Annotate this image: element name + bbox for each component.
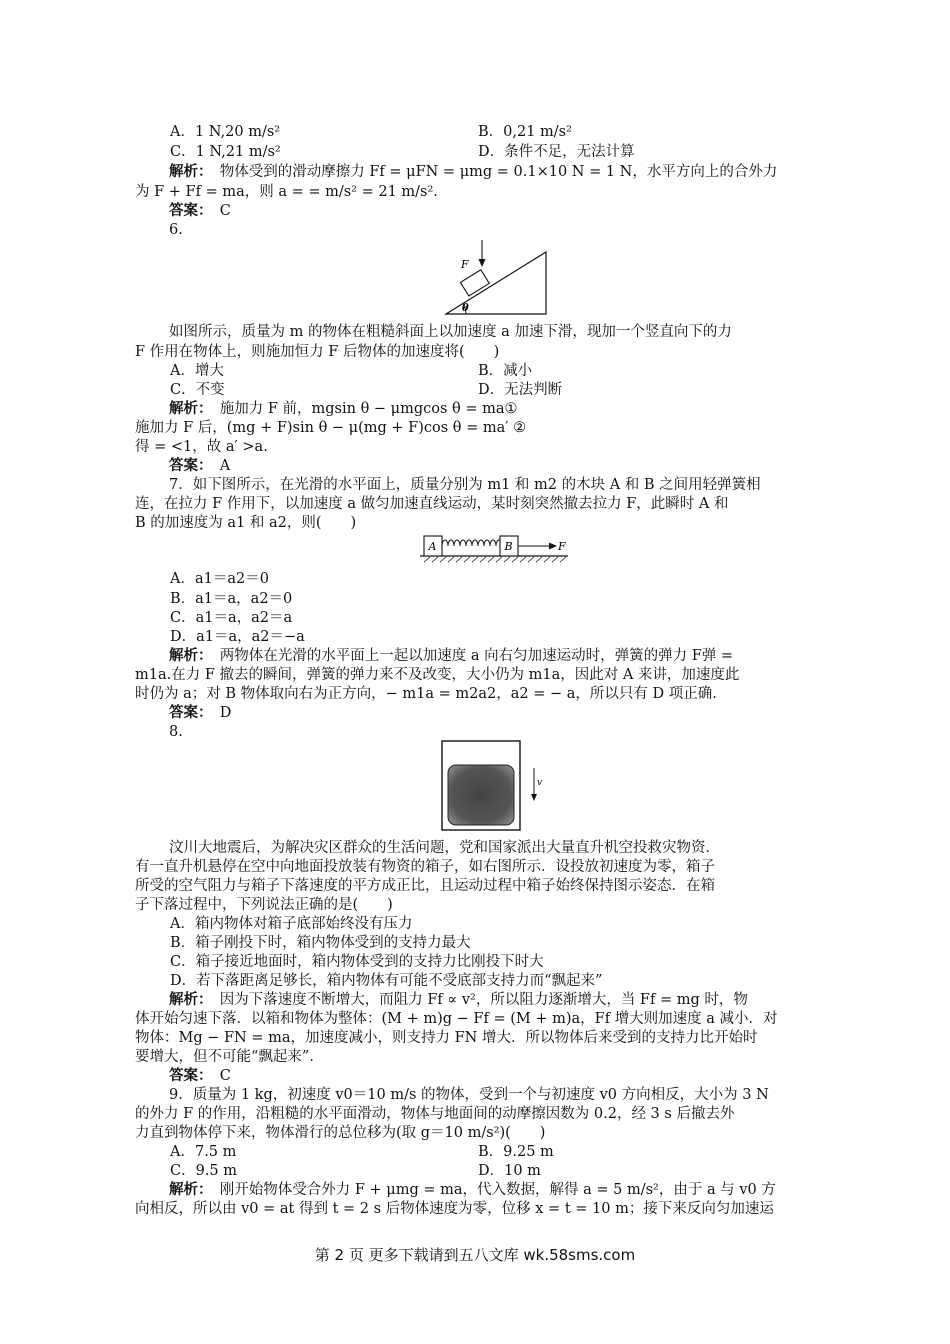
q8-option-d: D．若下落距离足够长，箱内物体有可能不受底部支持力而“飘起来” — [170, 973, 603, 989]
q7-analysis-line-3: 时仍为 a；对 B 物体取向右为正方向，− m1a = m2a2，a2 = − a，所以只有 D 项正确. — [135, 686, 717, 702]
q6-option-c: C．不变 — [170, 382, 225, 398]
q5-analysis-line-1: 解析： 物体受到的滑动摩擦力 Ff = μFN = μmg = 0.1×10 N = 1 N，水平方向上的合外力 — [169, 163, 778, 180]
q7-block-b-label: B — [504, 540, 513, 553]
q6-option-a: A．增大 — [170, 363, 224, 379]
q7-stem-line-3: B 的加速度为 a1 和 a2，则( ) — [135, 515, 357, 531]
q6-option-d: D．无法判断 — [478, 382, 563, 398]
q8-stem-line-3: 所受的空气阻力与箱子下落速度的平方成正比，且运动过程中箱子始终保持图示姿态．在箱 — [135, 878, 715, 894]
q7-option-b: B．a1＝a，a2＝0 — [170, 591, 293, 607]
q6-force-label: F — [461, 258, 469, 271]
q7-stem-line-1: 7．如下图所示，在光滑的水平面上，质量分别为 m1 和 m2 的木块 A 和 B 之间用轻弹簧相 — [169, 477, 761, 493]
q6-analysis-line-1: 解析： 施加力 F 前，mgsin θ − μmgcos θ = ma① — [169, 400, 518, 417]
q8-option-a: A．箱内物体对箱子底部始终没有压力 — [170, 916, 413, 932]
q7-block-a-label: A — [428, 540, 437, 553]
q6-stem-line-2: F 作用在物体上，则施加恒力 F 后物体的加速度将( ) — [135, 344, 500, 360]
q5-option-a: A．1 N,20 m/s² — [170, 124, 281, 140]
q9-stem-line-3: 力直到物体停下来，物体滑行的总位移为(取 g＝10 m/s²)( ) — [135, 1125, 546, 1141]
q8-analysis-line-1: 解析： 因为下落速度不断增大，而阻力 Ff ∝ v²，所以阻力逐渐增大，当 Ff = mg 时，物 — [169, 991, 748, 1008]
q8-answer: 答案： C — [169, 1067, 231, 1084]
q5-analysis-line-2: 为 F + Ff = ma，则 a = = m/s² = 21 m/s². — [135, 184, 438, 200]
q9-analysis-line-2: 向相反，所以由 v0 = at 得到 t = 2 s 后物体速度为零，位移 x = t = 10 m；接下来反向匀加速运 — [135, 1201, 774, 1217]
q6-stem-line-1: 如图所示，质量为 m 的物体在粗糙斜面上以加速度 a 加速下滑，现加一个竖直向下的力 — [169, 324, 732, 340]
q6-option-b: B．减小 — [478, 363, 533, 379]
q5-answer: 答案： C — [169, 202, 231, 219]
page-footer: 第 2 页 更多下载请到五八文库 wk.58sms.com — [314, 1246, 636, 1264]
q8-analysis-line-3: 物体：Mg − FN = ma，加速度减小，则支持力 FN 增大．所以物体后来受到的支持力比开始时 — [135, 1030, 758, 1046]
q9-option-a: A．7.5 m — [170, 1144, 237, 1160]
q5-option-d: D．条件不足，无法计算 — [478, 144, 635, 160]
q8-option-b: B．箱子刚投下时，箱内物体受到的支持力最大 — [170, 935, 471, 951]
q7-answer: 答案： D — [169, 704, 232, 721]
q8-box-figure — [440, 740, 552, 832]
q8-number: 8. — [169, 724, 183, 740]
q7-analysis-line-1: 解析： 两物体在光滑的水平面上一起以加速度 a 向右匀加速运动时，弹簧的弹力 F弹 = — [169, 647, 734, 664]
q9-stem-line-2: 的外力 F 的作用，沿粗糙的水平面滑动，物体与地面间的动摩擦因数为 0.2，经 3 s 后撤去外 — [135, 1106, 735, 1122]
q9-option-d: D．10 m — [478, 1163, 541, 1179]
q6-number: 6. — [169, 222, 183, 238]
q7-stem-line-2: 连，在拉力 F 作用下，以加速度 a 做匀加速直线运动，某时刻突然撤去拉力 F，此瞬时 A 和 — [135, 496, 729, 512]
q8-analysis-line-4: 要增大，但不可能“飘起来”． — [135, 1049, 324, 1065]
q7-analysis-line-2: m1a.在力 F 撤去的瞬间，弹簧的弹力来不及改变，大小仍为 m1a，因此对 A 来讲，加速度此 — [135, 667, 740, 683]
q9-stem-line-1: 9．质量为 1 kg，初速度 v0＝10 m/s 的物体，受到一个与初速度 v0 方向相反，大小为 3 N — [169, 1087, 769, 1103]
q6-analysis-line-3: 得 = <1，故 a′ >a. — [135, 439, 268, 455]
q6-angle-label: θ — [462, 303, 469, 314]
q7-option-d: D．a1＝a，a2＝−a — [170, 629, 305, 645]
q8-analysis-line-2: 体开始匀速下落．以箱和物体为整体：(M + m)g − Ff = (M + m)a，Ff 增大则加速度 a 减小．对 — [135, 1011, 778, 1027]
q8-stem-line-2: 有一直升机悬停在空中向地面投放装有物资的箱子，如右图所示．设投放初速度为零，箱子 — [135, 859, 715, 875]
q7-option-a: A．a1＝a2＝0 — [170, 571, 269, 587]
q8-option-c: C．箱子接近地面时，箱内物体受到的支持力比刚投下时大 — [170, 954, 544, 970]
q7-force-label: F — [558, 540, 566, 553]
q5-option-c: C．1 N,21 m/s² — [170, 144, 281, 160]
q6-analysis-line-2: 施加力 F 后，(mg + F)sin θ − μ(mg + F)cos θ = ma′ ② — [135, 420, 527, 436]
q6-answer: 答案： A — [169, 457, 231, 474]
q7-spring-figure — [418, 532, 570, 566]
q6-incline-figure — [440, 238, 552, 318]
q8-stem-line-1: 汶川大地震后，为解决灾区群众的生活问题，党和国家派出大量直升机空投救灾物资． — [169, 840, 720, 856]
q9-option-b: B．9.25 m — [478, 1144, 554, 1160]
q8-stem-line-4: 子下落过程中，下列说法正确的是( ) — [135, 897, 393, 913]
q5-option-b: B．0,21 m/s² — [478, 124, 572, 140]
q7-option-c: C．a1＝a，a2＝a — [170, 610, 293, 626]
q9-analysis-line-1: 解析： 刚开始物体受合外力 F + μmg = ma，代入数据，解得 a = 5 m/s²，由于 a 与 v0 方 — [169, 1181, 776, 1198]
q9-option-c: C．9.5 m — [170, 1163, 238, 1179]
q8-velocity-label: v — [537, 778, 543, 788]
